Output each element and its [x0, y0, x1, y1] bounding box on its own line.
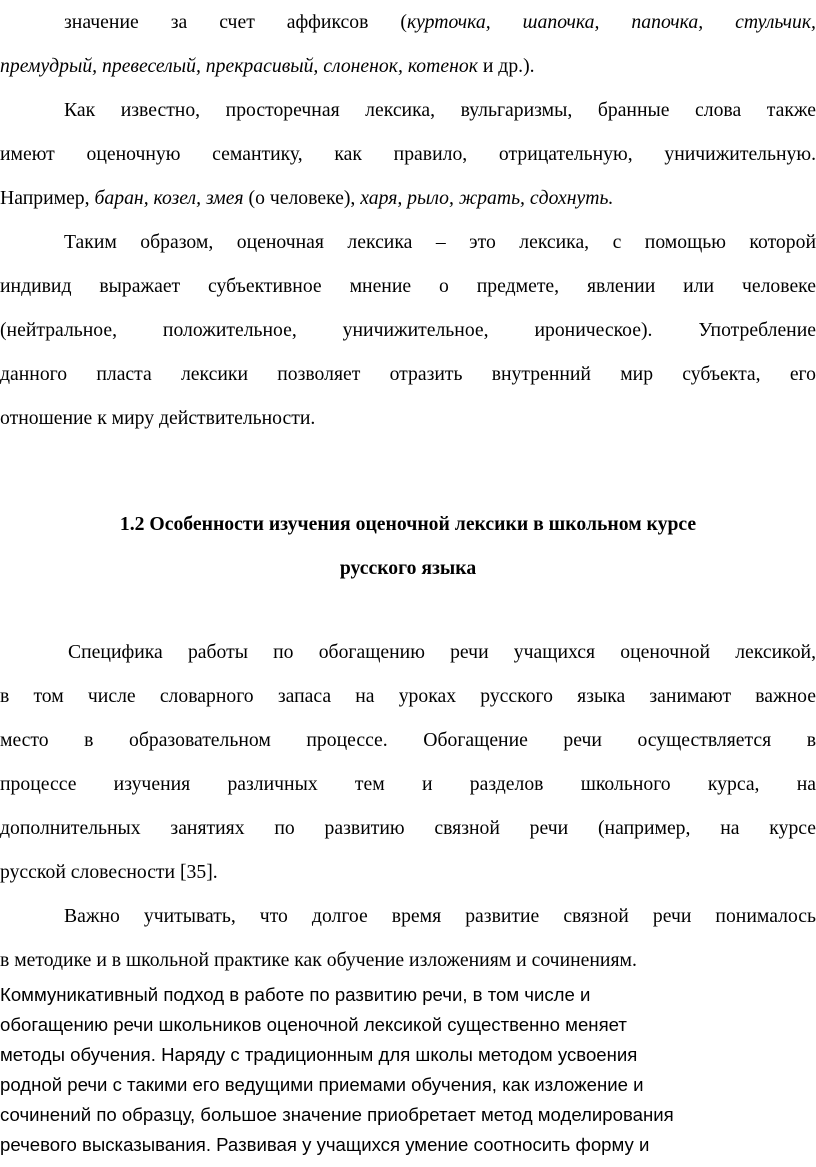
text-line: Специфика работы по обогащению речи учащихся оценочной лексикой, — [68, 641, 816, 663]
italic-examples: курточка, шапочка, папочка, стульчик, — [406, 11, 816, 33]
section-heading-continued: русского языка — [339, 557, 477, 579]
text-line: русской словесности [35]. — [0, 861, 218, 883]
text-line: в том числе словарного запаса на уроках русского языка занимают важное — [0, 685, 816, 707]
text-line: сочинений по образцу, большое значение приобретает метод моделирования — [0, 1104, 674, 1125]
text-line: Важно учитывать, что долгое время развитие связной речи понималось — [64, 905, 816, 927]
text-line: данного пласта лексики позволяет отразить внутренний мир субъекта, его — [0, 363, 816, 385]
italic-examples: баран, козел, змея — [94, 187, 244, 209]
text-line: Например, баран, козел, змея (о человеке), харя, рыло, жрать, сдохнуть. — [0, 187, 614, 209]
text-line: родной речи с такими его ведущими приемами обучения, как изложение и — [0, 1074, 644, 1095]
italic-examples: харя, рыло, жрать, сдохнуть. — [360, 187, 614, 209]
text-line: Коммуникативный подход в работе по развитию речи, в том числе и — [0, 984, 591, 1005]
text-line: дополнительных занятиях по развитию связной речи (например, на курсе — [0, 817, 816, 839]
text-line: Таким образом, оценочная лексика – это лексика, с помощью которой — [64, 231, 816, 253]
text-line: (нейтральное, положительное, уничижительное, ироническое). Употребление — [0, 319, 816, 341]
text-line: методы обучения. Наряду с традиционным для школы методом усвоения — [0, 1044, 638, 1065]
text-line: процессе изучения различных тем и разделов школьного курса, на — [0, 773, 816, 795]
text-line: значение за счет аффиксов (курточка, шапочка, папочка, стульчик, — [64, 11, 816, 33]
text-line: премудрый, превеселый, прекрасивый, слоненок, котенок и др.). — [0, 55, 535, 77]
text-line: место в образовательном процессе. Обогащение речи осуществляется в — [0, 729, 816, 751]
text-line: речевого высказывания. Развивая у учащихся умение соотносить форму и — [0, 1134, 650, 1155]
italic-examples: премудрый, превеселый, прекрасивый, слоненок, котенок — [0, 55, 478, 77]
section-heading: 1.2 Особенности изучения оценочной лексики в школьном курсе — [119, 513, 697, 535]
text-line: имеют оценочную семантику, как правило, отрицательную, уничижительную. — [0, 143, 816, 165]
text-line: в методике и в школьной практике как обучение изложениям и сочинениям. — [0, 949, 637, 971]
text-line: Как известно, просторечная лексика, вульгаризмы, бранные слова также — [64, 99, 816, 121]
text-line: обогащению речи школьников оценочной лексикой существенно меняет — [0, 1014, 627, 1035]
text-line: отношение к миру действительности. — [0, 407, 316, 429]
text-line: индивид выражает субъективное мнение о предмете, явлении или человеке — [0, 275, 816, 297]
